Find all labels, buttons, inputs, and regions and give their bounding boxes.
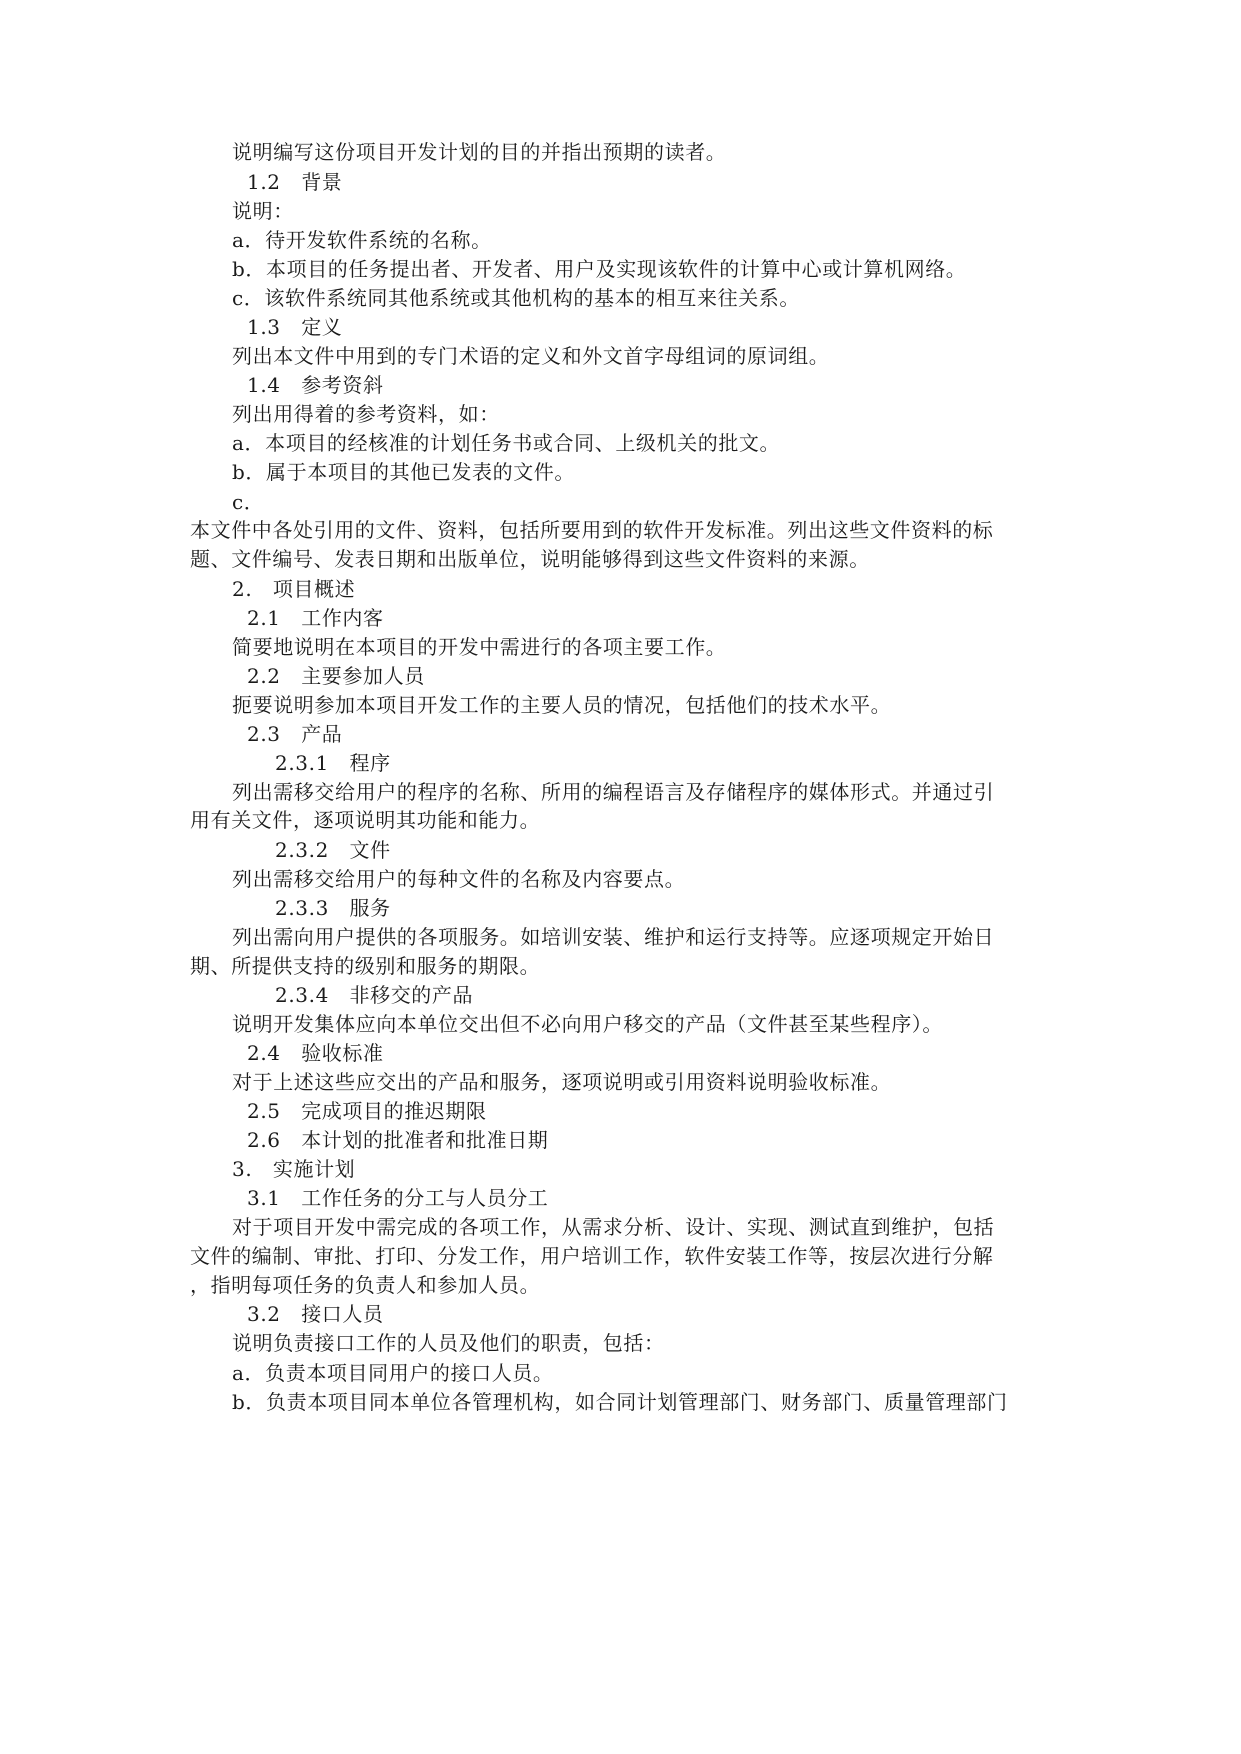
text-line: 2.3.1 程序 [275, 751, 391, 775]
text-line: 列出需向用户提供的各项服务。如培训安装、维护和运行支持等。应逐项规定开始日 [232, 925, 995, 949]
text-line: 扼要说明参加本项目开发工作的主要人员的情况，包括他们的技术水平。 [232, 693, 892, 717]
text-line: 2.4 验收标准 [247, 1041, 384, 1065]
text-line: 简要地说明在本项目的开发中需进行的各项主要工作。 [232, 635, 727, 659]
text-line: 1.4 参考资斜 [247, 373, 384, 397]
text-line: 说明编写这份项目开发计划的目的并指出预期的读者。 [232, 140, 727, 164]
text-line: 本文件中各处引用的文件、资料，包括所要用到的软件开发标准。列出这些文件资料的标 [190, 518, 994, 542]
text-line: b．属于本项目的其他已发表的文件。 [232, 460, 576, 484]
text-line: 题、文件编号、发表日期和出版单位，说明能够得到这些文件资料的来源。 [190, 547, 870, 571]
text-line: 2.5 完成项目的推迟期限 [247, 1099, 487, 1123]
text-line: 对于项目开发中需完成的各项工作，从需求分析、设计、实现、测试直到维护，包括 [232, 1215, 995, 1239]
text-line: c． [232, 490, 265, 514]
text-line: 列出需移交给用户的每种文件的名称及内容要点。 [232, 867, 686, 891]
text-line: 3.2 接口人员 [247, 1302, 384, 1326]
text-line: b．本项目的任务提出者、开发者、用户及实现该软件的计算中心或计算机网络。 [232, 257, 967, 281]
text-line: 2.3.4 非移交的产品 [275, 983, 474, 1007]
text-line: ，指明每项任务的负责人和参加人员。 [190, 1273, 541, 1297]
text-line: a．本项目的经核准的计划任务书或合同、上级机关的批文。 [232, 431, 781, 455]
text-line: 对于上述这些应交出的产品和服务，逐项说明或引用资料说明验收标准。 [232, 1070, 892, 1094]
text-line: 列出本文件中用到的专门术语的定义和外文首字母组词的原词组。 [232, 344, 830, 368]
text-line: 2. 项目概述 [232, 577, 356, 601]
text-line: 3. 实施计划 [232, 1157, 356, 1181]
text-line: 1.3 定义 [247, 315, 343, 339]
text-line: 用有关文件，逐项说明其功能和能力。 [190, 808, 541, 832]
text-line: 1.2 背景 [247, 170, 343, 194]
text-line: 文件的编制、审批、打印、分发工作，用户培训工作，软件安装工作等，按层次进行分解 [190, 1244, 994, 1268]
text-line: 列出用得着的参考资料，如： [232, 402, 500, 426]
text-line: 2.6 本计划的批准者和批准日期 [247, 1128, 549, 1152]
text-line: a．负责本项目同用户的接口人员。 [232, 1361, 554, 1385]
text-line: 列出需移交给用户的程序的名称、所用的编程语言及存储程序的媒体形式。并通过引 [232, 780, 995, 804]
text-line: 2.2 主要参加人员 [247, 664, 425, 688]
text-line: 期、所提供支持的级别和服务的期限。 [190, 954, 541, 978]
text-line: 2.3 产品 [247, 722, 343, 746]
text-line: c．该软件系统同其他系统或其他机构的基本的相互来往关系。 [232, 286, 801, 310]
text-line: 2.1 工作内客 [247, 606, 384, 630]
text-line: a．待开发软件系统的名称。 [232, 228, 492, 252]
text-line: 3.1 工作任务的分工与人员分工 [247, 1186, 549, 1210]
text-line: 2.3.3 服务 [275, 896, 391, 920]
text-line: 2.3.2 文件 [275, 838, 391, 862]
text-line: 说明开发集体应向本单位交出但不必向用户移交的产品（文件甚至某些程序）。 [232, 1012, 943, 1036]
text-line: b．负责本项目同本单位各管理机构，如合同计划管理部门、财务部门、质量管理部门 [232, 1390, 1008, 1414]
text-line: 说明： [232, 199, 294, 223]
text-line: 说明负责接口工作的人员及他们的职责，包括： [232, 1331, 665, 1355]
